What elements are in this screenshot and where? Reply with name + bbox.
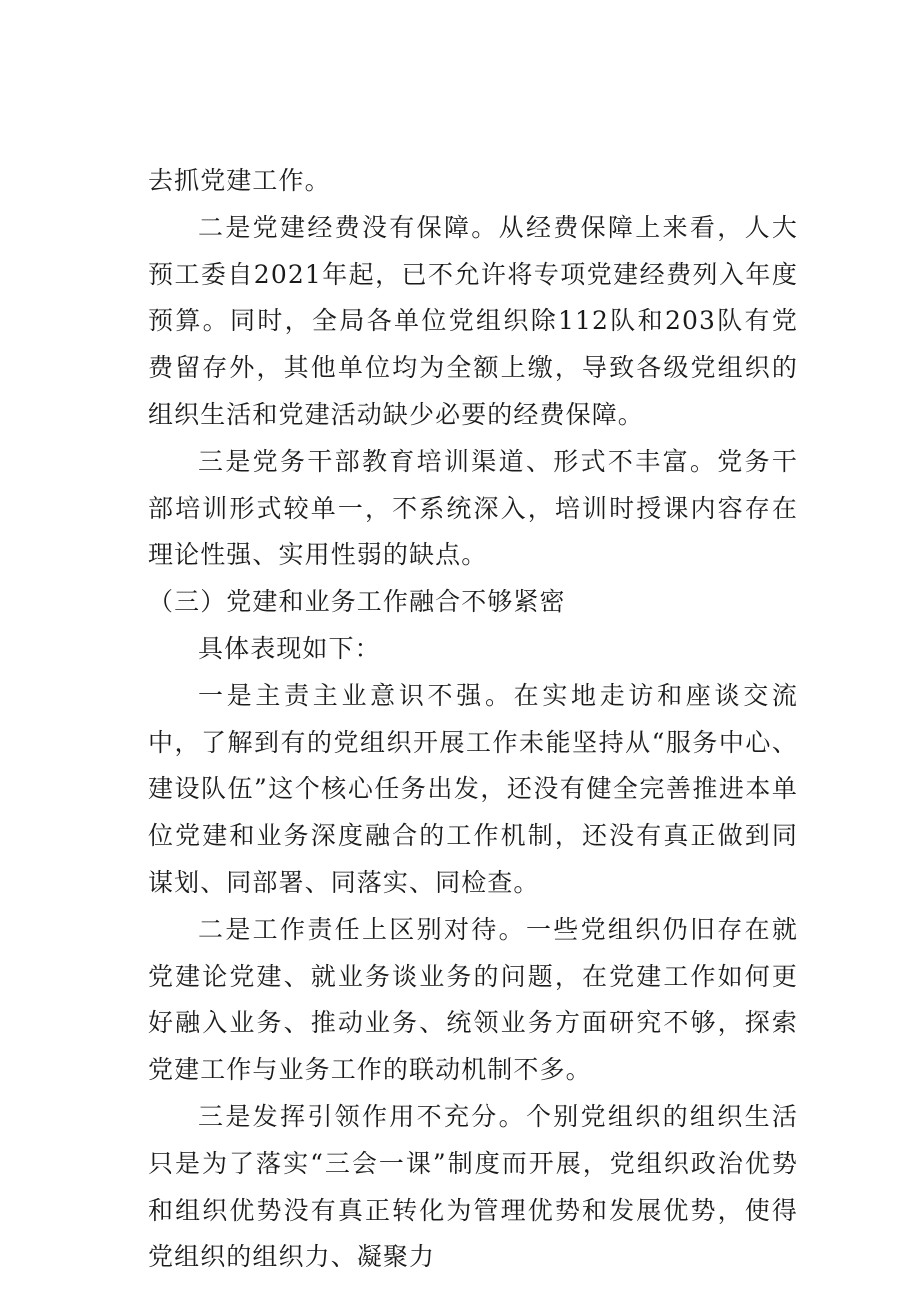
section-heading-integration: （三）党建和业务工作融合不够紧密 (148, 587, 566, 617)
document-body (148, 158, 798, 1281)
paragraph-cadre-training: 三是党务干部教育培训渠道、形式不丰富。党务干部培训形式较单一，不系统深入，培训时授课内容存在理论性强、实用性弱的缺点。 (148, 446, 798, 570)
paragraph-differential-treatment: 二是工作责任上区别对待。一些党组织仍旧存在就党建论党建、就业务谈业务的问题，在党建工作如何更好融入业务、推动业务、统领业务方面研究不够，探索党建工作与业务工作的联动机制不多。 (148, 914, 798, 1085)
paragraph-responsibility-awareness: 一是主责主业意识不强。在实地走访和座谈交流中，了解到有的党组织开展工作未能坚持从“服务中心、建设队伍”这个核心任务出发，还没有健全完善推进本单位党建和业务深度融合的工作机制，还没有真正做到同谋划、同部署、同落实、同检查。 (148, 680, 798, 897)
paragraph-intro: 具体表现如下： (198, 633, 381, 663)
paragraph-leading-role: 三是发挥引领作用不充分。个别党组织的组织生活只是为了落实“三会一课”制度而开展，党组织政治优势和组织优势没有真正转化为管理优势和发展优势，使得党组织的组织力、凝聚力 (148, 1101, 798, 1272)
paragraph-continuation: 去抓党建工作。 (148, 166, 331, 195)
paragraph-party-funding: 二是党建经费没有保障。从经费保障上来看，人大预工委自2021年起，已不允许将专项党建经费列入年度预算。同时，全局各单位党组织除112队和203队有党费留存外，其他单位均为全额上缴，导致各级党组织的组织生活和党建活动缺少必要的经费保障。 (148, 212, 798, 429)
